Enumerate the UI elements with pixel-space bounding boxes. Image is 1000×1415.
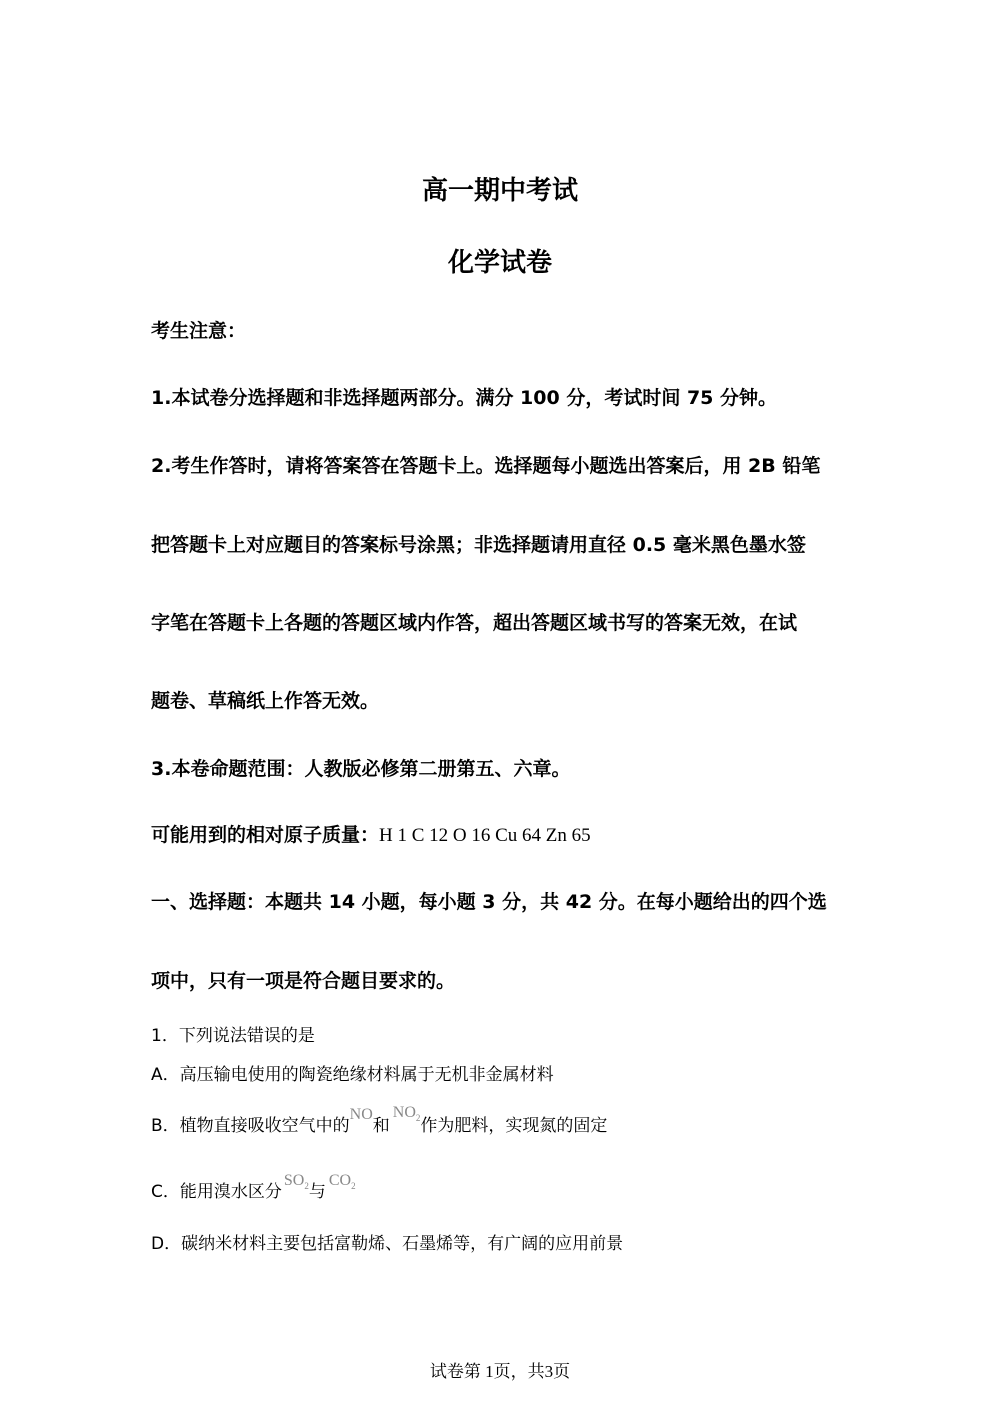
option-c-prefix: C．能用溴水区分 (151, 1182, 282, 1202)
section-1-line-1: 一、选择题：本题共 14 小题，每小题 3 分，共 42 分。在每小题给出的四个选 (151, 891, 827, 913)
option-c-mid: 与 (308, 1182, 326, 1202)
atomic-mass-line (151, 820, 591, 847)
atomic-mass-label: 可能用到的相对原子质量： (151, 824, 380, 846)
chem-no2-base: NO (392, 1104, 416, 1121)
chem-no2-sub: 2 (415, 1113, 421, 1124)
page-subtitle: 化学试卷 (447, 248, 552, 278)
notice-item-2-line-4: 题卷、草稿纸上作答无效。 (151, 690, 380, 712)
option-b-suffix: 作为肥料，实现氮的固定 (420, 1116, 608, 1136)
chem-no: NO (349, 1106, 373, 1123)
page-footer: 试卷第 1页，共3页 (429, 1362, 571, 1381)
chem-co2 (328, 1172, 356, 1192)
section-1-line-2: 项中，只有一项是符合题目要求的。 (151, 970, 456, 992)
notice-item-2-line-2: 把答题卡上对应题目的答案标号涂黑；非选择题请用直径 0.5 毫米黑色墨水签 (151, 534, 806, 556)
page-title: 高一期中考试 (421, 176, 578, 206)
notice-item-3: 3.本卷命题范围：人教版必修第二册第五、六章。 (151, 758, 571, 780)
notice-heading: 考生注意： (151, 320, 247, 342)
chem-so2-base: SO (283, 1172, 305, 1189)
chem-no2 (392, 1104, 421, 1124)
option-b-prefix: B．植物直接吸收空气中的 (151, 1116, 350, 1136)
question-1-option-d: D．碳纳米材料主要包括富勒烯、石墨烯等，有广阔的应用前景 (151, 1234, 624, 1254)
chem-co2-base: CO (328, 1172, 352, 1189)
atomic-mass-values: H 1 C 12 O 16 Cu 64 Zn 65 (379, 825, 591, 846)
chem-co2-sub: 2 (351, 1181, 356, 1192)
notice-item-2-line-1: 2.考生作答时，请将答案答在答题卡上。选择题每小题选出答案后，用 2B 铅笔 (151, 455, 821, 477)
chem-so2 (283, 1172, 309, 1192)
notice-item-1: 1.本试卷分选择题和非选择题两部分。满分 100 分，考试时间 75 分钟。 (151, 387, 777, 409)
question-1-stem: 1．下列说法错误的是 (151, 1026, 315, 1046)
question-1-option-b (151, 1104, 608, 1137)
question-1-option-c (151, 1172, 356, 1203)
notice-item-2-line-3: 字笔在答题卡上各题的答题区域内作答，超出答题区域书写的答案无效，在试 (151, 612, 798, 634)
question-1-option-a: A．高压输电使用的陶瓷绝缘材料属于无机非金属材料 (151, 1065, 554, 1085)
option-b-mid: 和 (372, 1116, 390, 1136)
chem-so2-sub: 2 (304, 1181, 309, 1192)
